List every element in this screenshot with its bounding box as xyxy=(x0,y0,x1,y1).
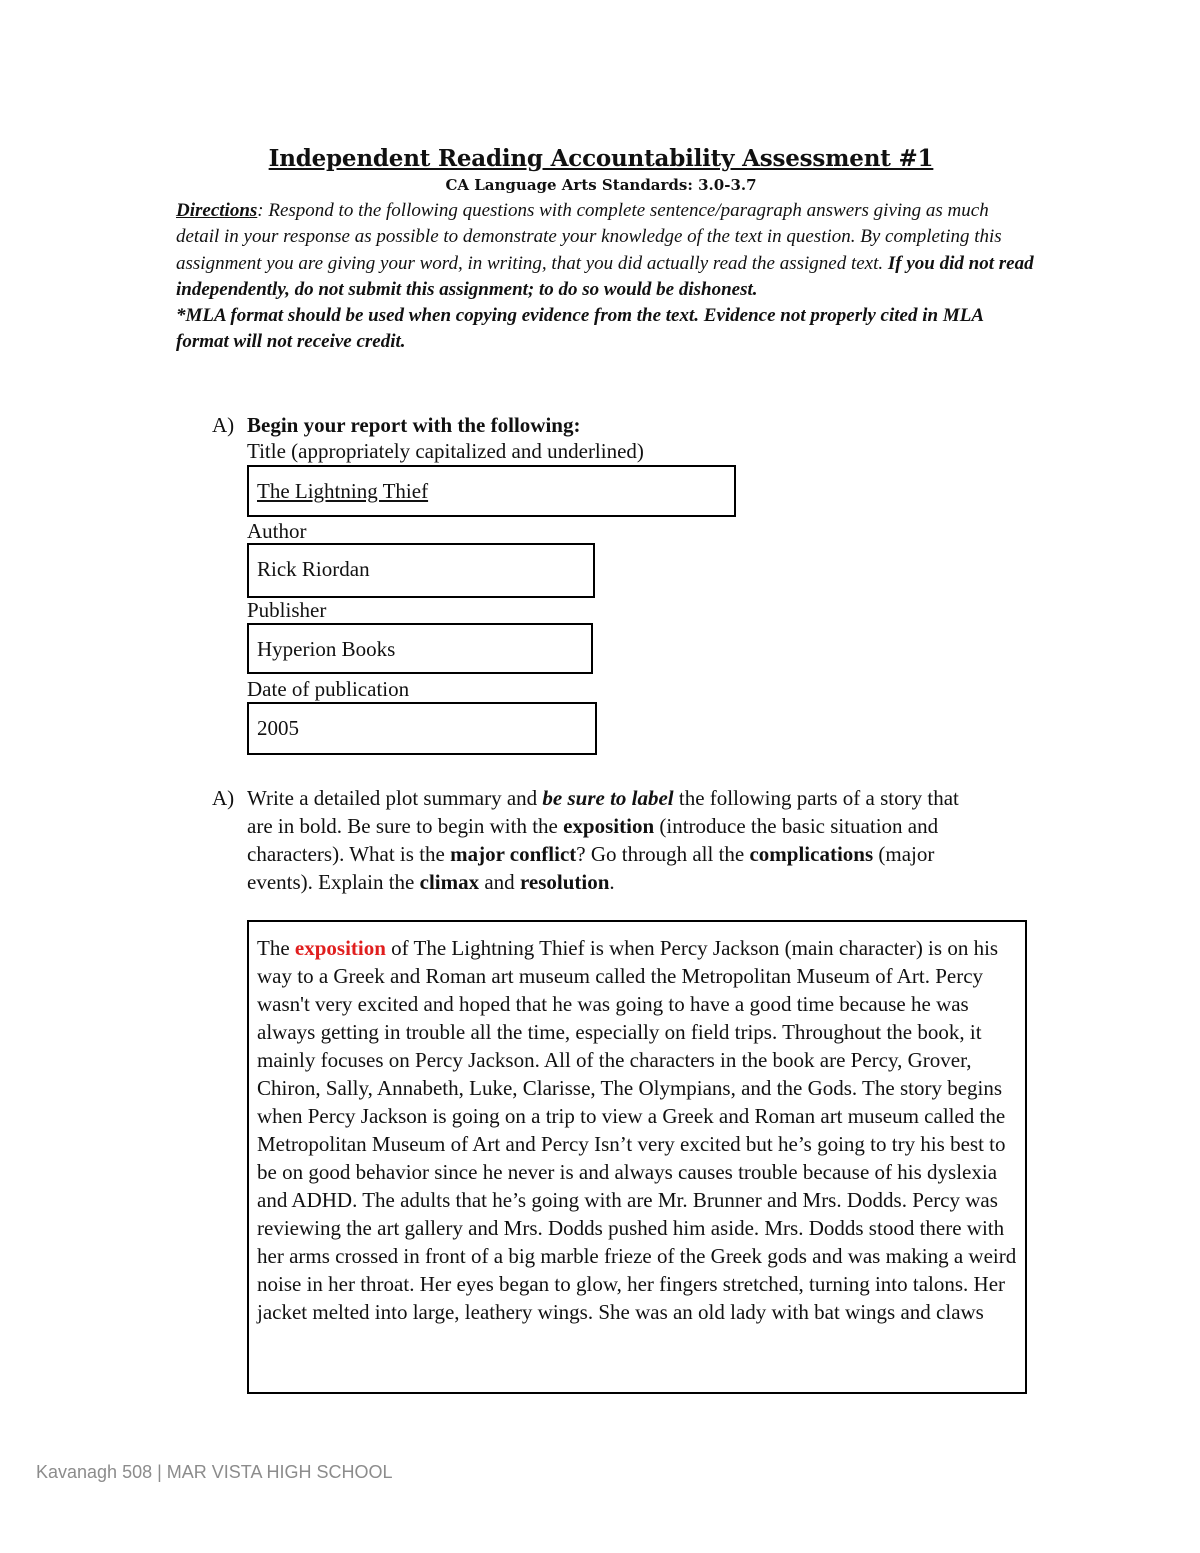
directions-separator: : xyxy=(257,200,269,221)
plot-summary-answer-box xyxy=(247,920,1027,1394)
publisher-field-box xyxy=(247,623,593,674)
term-major-conflict: major conflict xyxy=(450,842,577,866)
author-field-value: Rick Riordan xyxy=(257,557,370,581)
answer-text: The xyxy=(257,936,295,960)
date-field-value: 2005 xyxy=(257,716,299,740)
directions-label: Directions xyxy=(176,200,258,221)
publisher-field-label: Publisher xyxy=(247,598,327,622)
section-b-marker: A) xyxy=(212,786,235,810)
instr-emphasis: be sure to label xyxy=(542,786,674,810)
author-field-label: Author xyxy=(247,519,307,543)
page-footer: Kavanagh 508 | MAR VISTA HIGH SCHOOL xyxy=(36,1462,393,1482)
title-field-value: The Lightning Thief xyxy=(257,479,429,503)
title-field-label: Title (appropriately capitalized and underlined) xyxy=(247,439,644,463)
term-complications: complications xyxy=(749,842,874,866)
term-exposition: exposition xyxy=(563,814,655,838)
instr-text: the following parts of a story that are in bold. Be sure to begin with the xyxy=(247,786,959,838)
section-b-instructions xyxy=(247,784,987,896)
instr-text: (introduce the basic situation and characters). What is the xyxy=(247,814,939,866)
section-a-heading: Begin your report with the following: xyxy=(247,413,581,437)
honesty-warning: If you did not read independently, do not submit this assignment; to do so would be dishonest. xyxy=(176,252,1034,300)
instr-text: Write a detailed plot summary and xyxy=(247,786,543,810)
date-field-label: Date of publication xyxy=(247,677,410,701)
instr-text: . xyxy=(609,870,615,894)
term-resolution: resolution xyxy=(519,870,610,894)
instr-text: and xyxy=(479,870,520,894)
author-field-box xyxy=(247,543,595,598)
date-field-box xyxy=(247,702,597,755)
mla-note: *MLA format should be used when copying evidence from the text. Evidence not properly cited in MLA format will not receive credit. xyxy=(176,305,983,353)
answer-text: of The Lightning Thief is when Percy Jackson (main character) is on his way to a Greek and Roman art museum called the Metropolitan Museum of Art. Percy wasn't very excited and hoped that he was going to have a good time because he was always getting in trouble all the time, especially on field trips. Throughout the book, it mainly focuses on Percy Jackson. All of the characters in the book are Percy, Grover, Chiron, Sally, Annabeth, Luke, Clarisse, The Olympians, and the Gods. The story begins when Percy Jackson is going on a trip to view a Greek and Roman art museum called the Metropolitan Museum of Art and Percy Isn’t very excited but he’s going to try his best to be on good behavior since he never is and always causes trouble because of his dyslexia and ADHD. The adults that he’s going with are Mr. Brunner and Mrs. Dodds. Percy was reviewing the art gallery and Mrs. Dodds pushed him aside. Mrs. Dodds stood there with her arms crossed in front of a big marble frieze of the Greek gods and was making a weird noise in her throat. Her eyes began to glow, her fingers stretched, turning into talons. Her jacket melted into large, leathery wings. She was an old lady with bat wings and claws xyxy=(257,936,1017,1324)
section-a-marker: A) xyxy=(212,413,235,437)
instr-text: (major events). Explain the xyxy=(247,842,935,894)
answer-highlight-exposition: exposition xyxy=(294,936,386,960)
title-field-box xyxy=(247,465,736,517)
directions-text: Respond to the following questions with complete sentence/paragraph answers giving as much detail in your response as possible to demonstrate your knowledge of the text in question. By completing this assignment you are giving your word, in writing, that you did actually read the assigned text. xyxy=(176,200,1002,274)
page-title: Independent Reading Accountability Assessment #1 xyxy=(268,145,934,172)
standards-subtitle: CA Language Arts Standards: 3.0-3.7 xyxy=(445,176,757,194)
term-climax: climax xyxy=(419,870,480,894)
publisher-field-value: Hyperion Books xyxy=(257,637,396,661)
instr-text: ? Go through all the xyxy=(576,842,750,866)
directions-block xyxy=(176,198,1036,356)
